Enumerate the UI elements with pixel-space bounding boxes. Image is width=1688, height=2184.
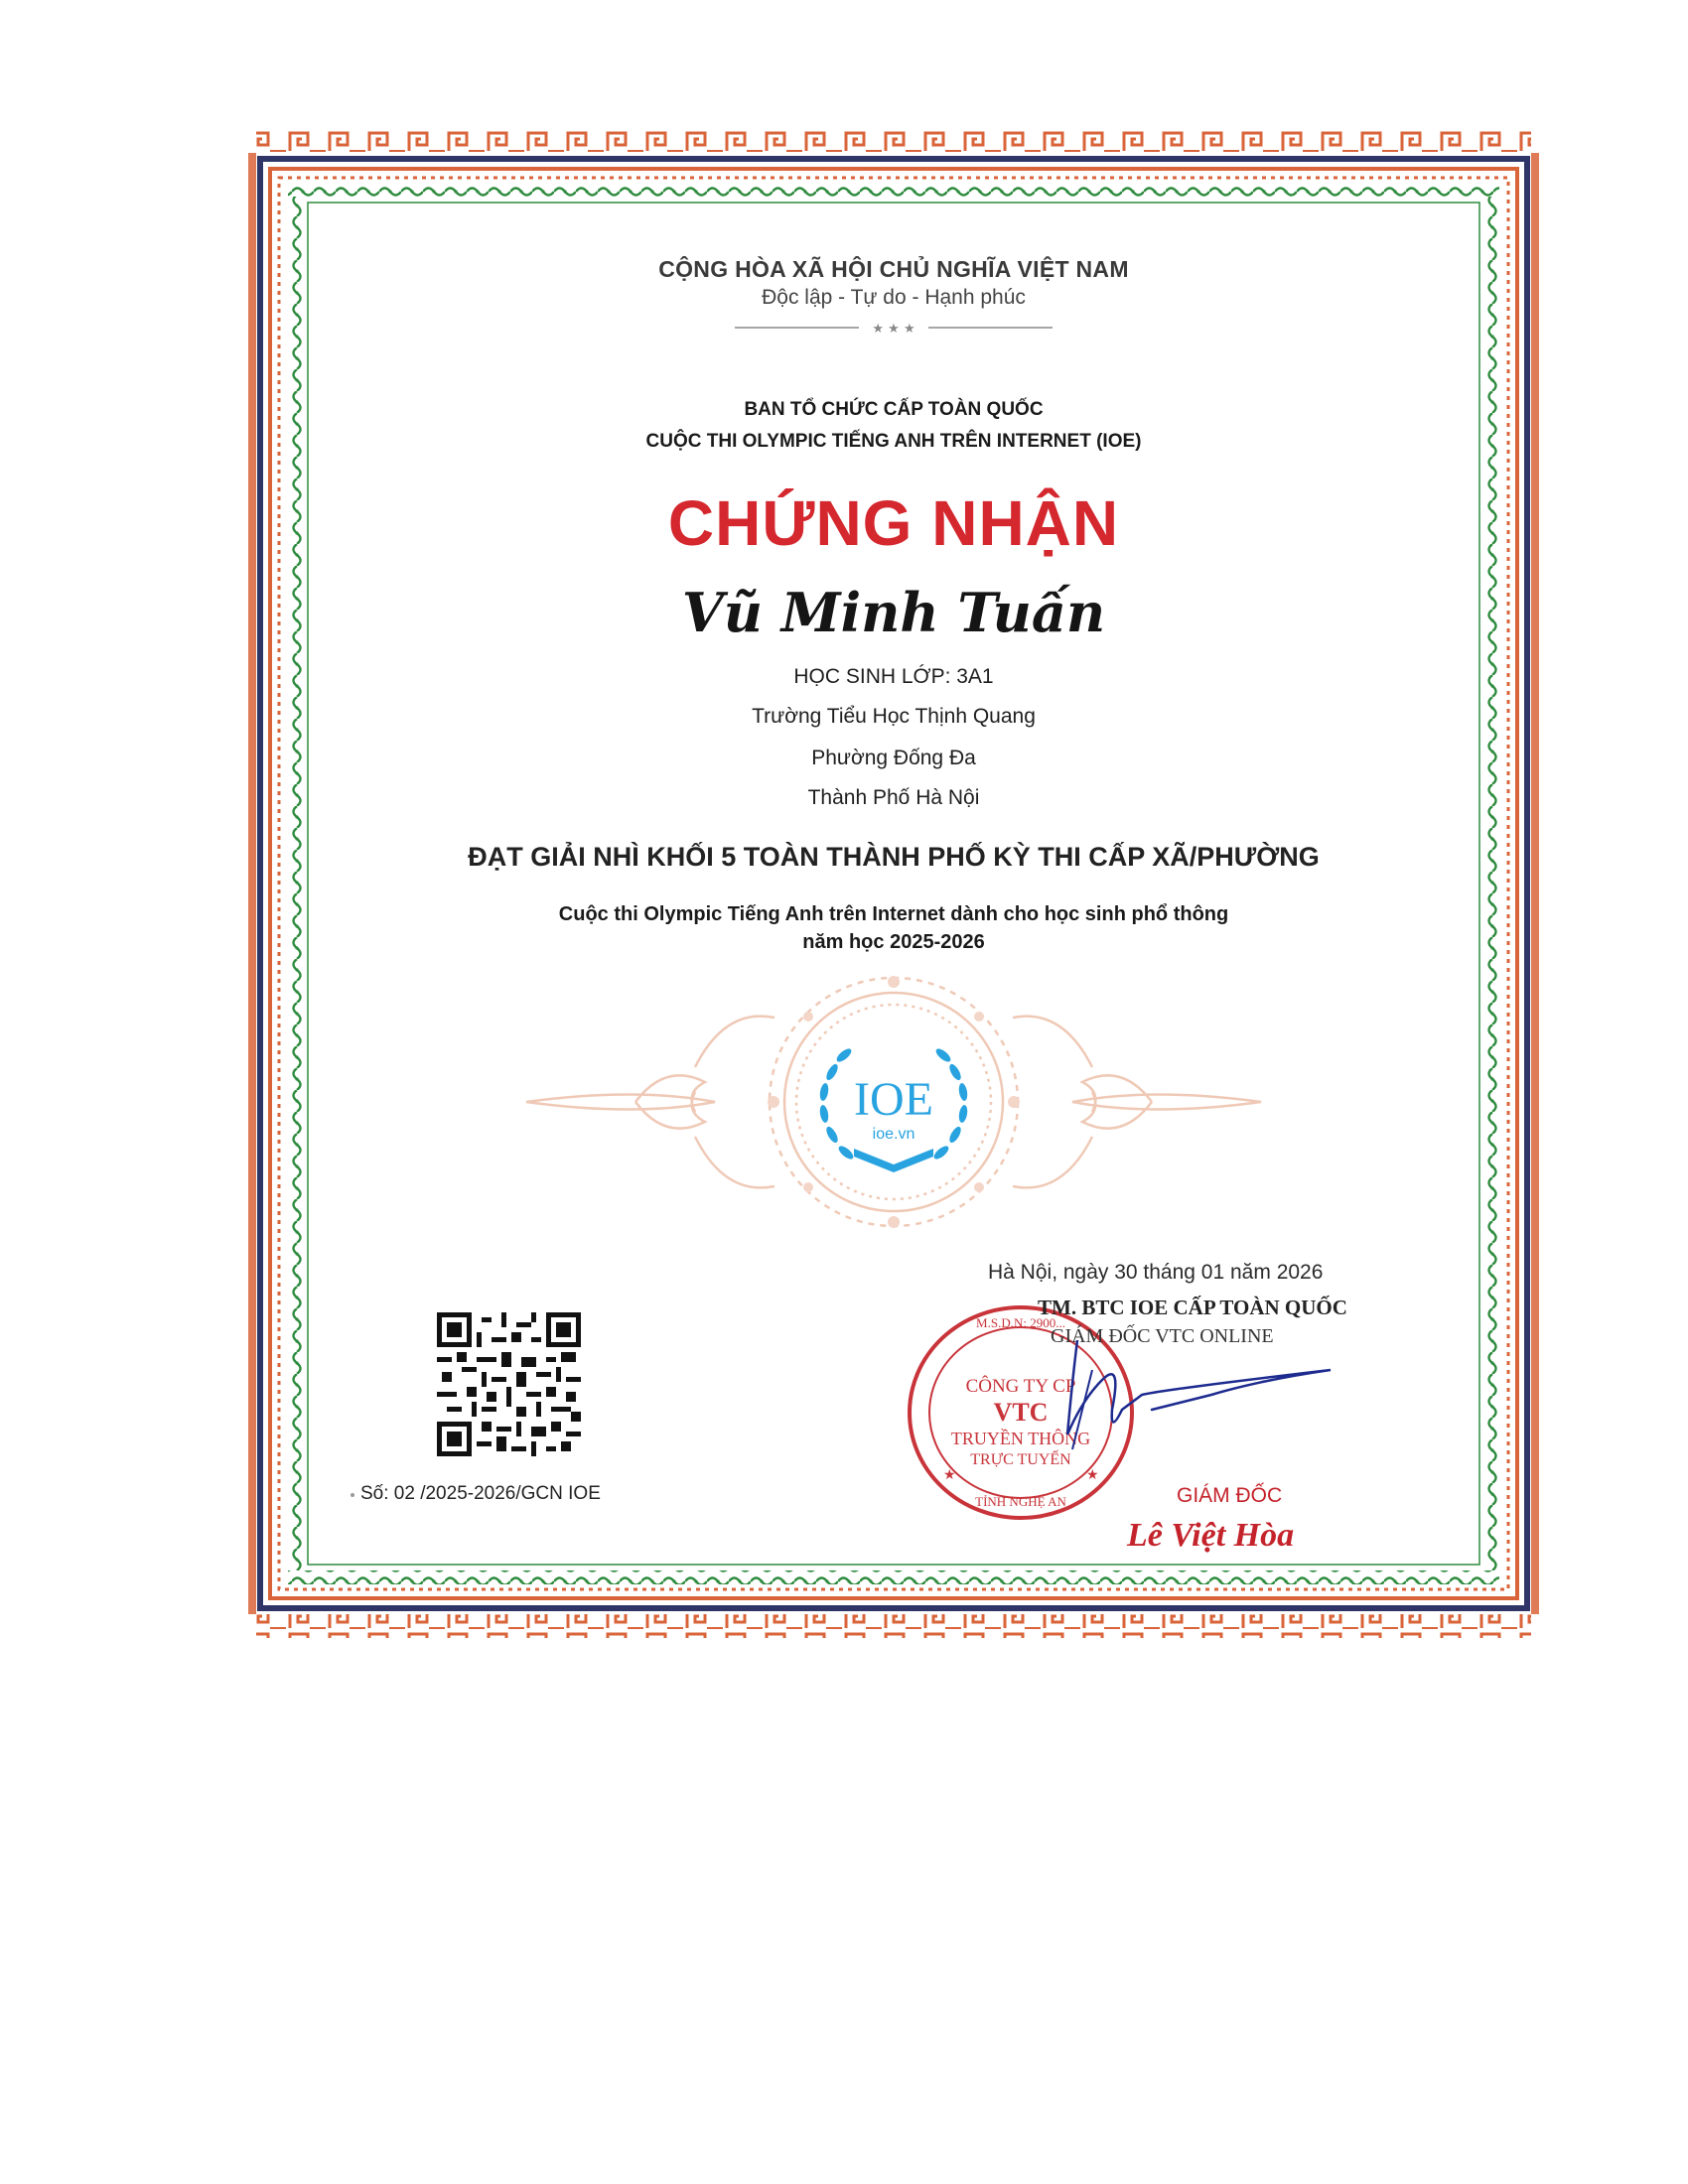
stamp-company: CÔNG TY CP: [965, 1376, 1076, 1397]
serial-dot: [351, 1493, 354, 1497]
stamp-bottom-text: TỈNH NGHỆ AN: [975, 1494, 1066, 1509]
stamp-top-text: M.S.D.N: 2900...: [976, 1315, 1065, 1330]
ward-name: Phường Đống Đa: [811, 747, 976, 769]
student-class: HỌC SINH LỚP: 3A1: [793, 665, 994, 688]
student-name: Vũ Minh Tuấn: [681, 581, 1106, 644]
nation-heading: CỘNG HÒA XÃ HỘI CHỦ NGHĨA VIỆT NAM: [658, 256, 1129, 282]
issue-date: Hà Nội, ngày 30 tháng 01 năm 2026: [988, 1261, 1324, 1284]
signing-position: GIÁM ĐỐC VTC ONLINE: [1051, 1325, 1274, 1347]
ioe-logo-text: IOE: [854, 1073, 933, 1126]
handwritten-signature: [1062, 1340, 1350, 1469]
motto: Độc lập - Tự do - Hạnh phúc: [762, 286, 1026, 309]
certificate-title: CHỨNG NHẬN: [667, 487, 1120, 559]
award-text: ĐẠT GIẢI NHÌ KHỐI 5 TOÀN THÀNH PHỐ KỲ THI CẤP XÃ/PHƯỜNG: [468, 842, 1320, 872]
contest-description: Cuộc thi Olympic Tiếng Anh trên Internet dành cho học sinh phổ thông: [558, 903, 1229, 925]
stamp-line4: TRỰC TUYẾN: [970, 1451, 1071, 1468]
certificate-content: [248, 129, 1539, 1638]
certificate: [248, 129, 1539, 1638]
school-year: năm học 2025-2026: [802, 931, 985, 953]
svg-text:★ ★ ★: ★ ★ ★: [872, 322, 915, 336]
signing-organization: TM. BTC IOE CẤP TOÀN QUỐC: [1038, 1296, 1347, 1319]
ioe-emblem: [516, 968, 1271, 1236]
stamp-brand: VTC: [993, 1398, 1049, 1427]
organizer-line-2: CUỘC THI OLYMPIC TIẾNG ANH TRÊN INTERNET (IOE): [645, 431, 1142, 452]
organizer-line-1: BAN TỔ CHỨC CẤP TOÀN QUỐC: [744, 399, 1044, 420]
qr-code: [422, 1312, 596, 1456]
svg-text:★: ★: [1086, 1466, 1099, 1482]
city-name: Thành Phố Hà Nội: [807, 786, 980, 809]
certificate-serial: Số: 02 /2025-2026/GCN IOE: [360, 1483, 601, 1504]
svg-text:★: ★: [943, 1466, 956, 1482]
star-divider: [735, 320, 1053, 336]
school-name: Trường Tiểu Học Thịnh Quang: [752, 705, 1036, 728]
director-title: GIÁM ĐỐC: [1177, 1484, 1283, 1507]
stamp-line3: TRUYỀN THÔNG: [950, 1429, 1091, 1448]
ioe-logo-subtext: ioe.vn: [872, 1126, 915, 1143]
director-name: Lê Việt Hòa: [1127, 1517, 1295, 1554]
